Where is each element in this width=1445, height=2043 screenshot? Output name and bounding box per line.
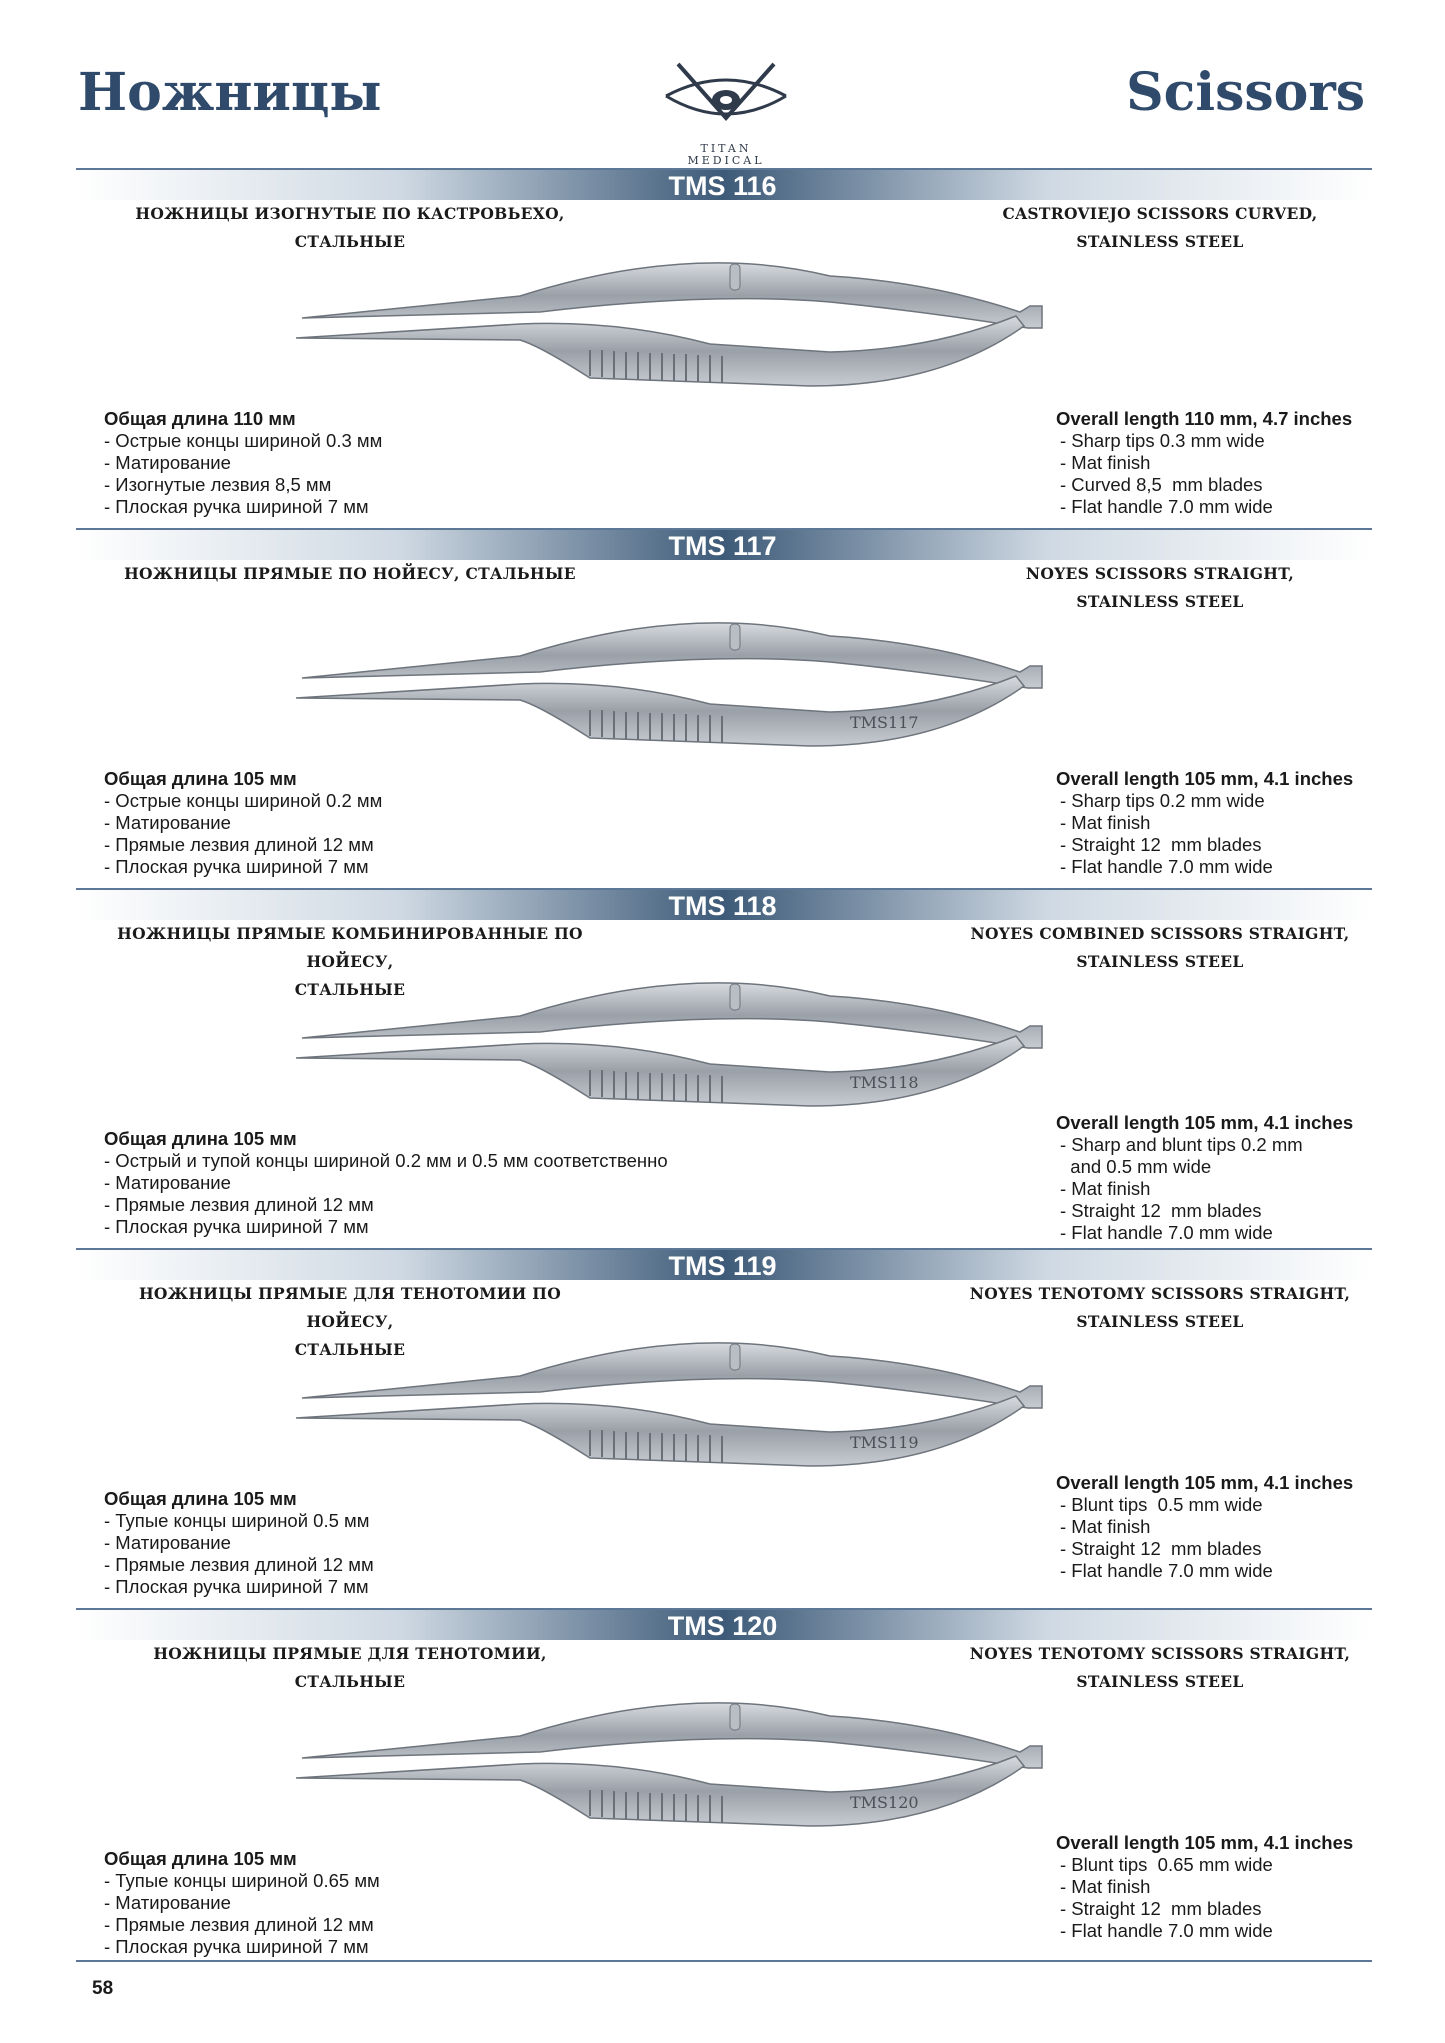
specs-en-item: - Straight 12 mm blades (1060, 834, 1262, 855)
product-section (0, 888, 1445, 1250)
specs-ru-item: - Плоская ручка шириной 7 мм (104, 856, 369, 877)
bottom-rule (76, 1960, 1372, 1962)
specs-en (1056, 1112, 1353, 1244)
specs-en (1056, 768, 1353, 878)
product-name-en-line: STAINLESS STEEL (1076, 592, 1244, 611)
product-name-ru-line: НОЖНИЦЫ ПРЯМЫЕ ДЛЯ ТЕНОТОМИИ ПО НОЙЕСУ, (138, 1284, 562, 1331)
specs-en-item: - Sharp tips 0.2 mm wide (1060, 790, 1265, 811)
specs-ru-item: - Матирование (104, 452, 231, 473)
product-code: TMS 120 (667, 1611, 778, 1641)
product-name-ru-line: НОЖНИЦЫ ПРЯМЫЕ КОМБИНИРОВАННЫЕ ПО НОЙЕСУ, (117, 924, 583, 971)
specs-en-item: - Sharp tips 0.3 mm wide (1060, 430, 1265, 451)
specs-en (1056, 1832, 1353, 1942)
product-name-en-line: STAINLESS STEEL (1076, 1672, 1244, 1691)
specs-en-item: - Flat handle 7.0 mm wide (1060, 1560, 1273, 1581)
product-code: TMS 116 (668, 171, 777, 201)
specs-ru-item: - Прямые лезвия длиной 12 мм (104, 1194, 374, 1215)
specs-en-length: Overall length 105 mm, 4.1 inches (1056, 1472, 1354, 1493)
specs-ru (104, 1488, 374, 1598)
titan-logo-icon (658, 58, 794, 142)
specs-en-item: - Mat finish (1060, 1876, 1151, 1897)
product-name-en-line: STAINLESS STEEL (1076, 1312, 1244, 1331)
specs-en-item: - Mat finish (1060, 812, 1151, 833)
specs-en-list (1056, 1494, 1353, 1582)
page-number: 58 (92, 1978, 114, 1999)
specs-ru-length: Общая длина 110 мм (104, 408, 296, 429)
titan-medical-logo (658, 58, 794, 166)
specs-en-item: - Mat finish (1060, 452, 1151, 473)
page-title-ru: Ножницы (78, 62, 382, 123)
specs-ru (104, 1128, 668, 1238)
specs-en-item: and 0.5 mm wide (1060, 1156, 1212, 1177)
specs-ru-item: - Прямые лезвия длиной 12 мм (104, 1914, 374, 1935)
specs-ru-item: - Прямые лезвия длиной 12 мм (104, 1554, 374, 1575)
specs-en-length: Overall length 105 mm, 4.1 inches (1056, 1112, 1354, 1133)
specs-ru (104, 408, 382, 518)
product-section (0, 528, 1445, 890)
scissors-image (290, 1686, 1110, 1836)
specs-ru-item: - Острые концы шириной 0.3 мм (104, 430, 383, 451)
specs-ru (104, 1848, 380, 1958)
specs-en-length: Overall length 105 mm, 4.1 inches (1056, 1832, 1354, 1853)
scissors-image (290, 246, 1110, 396)
page-title-en: Scissors (1126, 62, 1365, 123)
svg-text:TMS120: TMS120 (850, 1793, 919, 1812)
svg-text:TMS118: TMS118 (850, 1073, 919, 1092)
product-name-ru-line: СТАЛЬНЫЕ (294, 232, 406, 251)
specs-ru-list (104, 1510, 374, 1598)
product-code: TMS 118 (668, 891, 777, 921)
specs-ru-item: - Матирование (104, 1172, 231, 1193)
specs-ru-item: - Плоская ручка шириной 7 мм (104, 1216, 369, 1237)
product-code: TMS 117 (668, 531, 777, 561)
product-code: TMS 119 (668, 1251, 777, 1281)
specs-ru-length: Общая длина 105 мм (104, 1488, 297, 1509)
specs-en-item: - Flat handle 7.0 mm wide (1060, 856, 1273, 877)
specs-en-item: - Flat handle 7.0 mm wide (1060, 1920, 1273, 1941)
product-name-ru-line: НОЖНИЦЫ ИЗОГНУТЫЕ ПО КАСТРОВЬЕХО, (135, 204, 565, 223)
product-name-en-line: CASTROVIEJO SCISSORS CURVED, (1002, 204, 1318, 223)
logo-text-titan: TITAN (700, 142, 752, 155)
specs-ru-item: - Прямые лезвия длиной 12 мм (104, 834, 374, 855)
specs-ru-list (104, 430, 382, 518)
specs-ru-item: - Тупые концы шириной 0.65 мм (104, 1870, 380, 1891)
specs-ru-item: - Матирование (104, 1892, 231, 1913)
specs-en (1056, 408, 1352, 518)
specs-en-list (1056, 790, 1353, 878)
product-name-ru-line: НОЖНИЦЫ ПРЯМЫЕ ДЛЯ ТЕНОТОМИИ, СТАЛЬНЫЕ (153, 1644, 547, 1691)
product-name-en-line: STAINLESS STEEL (1076, 232, 1244, 251)
product-name-ru-line: НОЖНИЦЫ ПРЯМЫЕ ПО НОЙЕСУ, СТАЛЬНЫЕ (124, 564, 576, 583)
specs-ru-item: - Матирование (104, 1532, 231, 1553)
specs-en-item: - Curved 8,5 mm blades (1060, 474, 1263, 495)
specs-en-item: - Blunt tips 0.65 mm wide (1060, 1854, 1273, 1875)
scissors-image (290, 606, 1110, 756)
specs-ru-item: - Острый и тупой концы шириной 0.2 мм и 0.5 мм соответственно (104, 1150, 668, 1171)
scissors-image (290, 966, 1110, 1116)
specs-en (1056, 1472, 1353, 1582)
specs-ru-item: - Плоская ручка шириной 7 мм (104, 1936, 369, 1957)
scissors-image (290, 1326, 1110, 1476)
product-section (0, 1248, 1445, 1610)
product-name-en-line: STAINLESS STEEL (1076, 952, 1244, 971)
specs-ru-item: - Тупые концы шириной 0.5 мм (104, 1510, 370, 1531)
specs-en-item: - Straight 12 mm blades (1060, 1898, 1262, 1919)
logo-text-medical: MEDICAL (687, 154, 765, 167)
product-name-en-line: NOYES COMBINED SCISSORS STRAIGHT, (970, 924, 1350, 943)
specs-en-item: - Blunt tips 0.5 mm wide (1060, 1494, 1263, 1515)
specs-ru (104, 768, 382, 878)
svg-text:TMS119: TMS119 (850, 1433, 919, 1452)
specs-en-list (1056, 430, 1352, 518)
specs-ru-length: Общая длина 105 мм (104, 768, 297, 789)
specs-en-item: - Flat handle 7.0 mm wide (1060, 496, 1273, 517)
specs-en-item: - Sharp and blunt tips 0.2 mm (1060, 1134, 1303, 1155)
product-name-en-line: NOYES TENOTOMY SCISSORS STRAIGHT, (969, 1644, 1351, 1663)
specs-en-list (1056, 1854, 1353, 1942)
specs-en-length: Overall length 105 mm, 4.1 inches (1056, 768, 1354, 789)
specs-ru-item: - Матирование (104, 812, 231, 833)
specs-ru-item: - Изогнутые лезвия 8,5 мм (104, 474, 332, 495)
specs-en-item: - Flat handle 7.0 mm wide (1060, 1222, 1273, 1243)
product-name-ru-line: СТАЛЬНЫЕ (294, 1340, 406, 1359)
specs-en-item: - Straight 12 mm blades (1060, 1538, 1262, 1559)
product-name-ru (100, 560, 600, 588)
specs-ru-item: - Плоская ручка шириной 7 мм (104, 496, 369, 517)
svg-text:TMS117: TMS117 (850, 713, 919, 732)
product-section (0, 168, 1445, 530)
product-name-en-line: NOYES TENOTOMY SCISSORS STRAIGHT, (969, 1284, 1351, 1303)
product-section (0, 1608, 1445, 1970)
specs-ru-list (104, 1870, 380, 1958)
specs-ru-length: Общая длина 105 мм (104, 1128, 297, 1149)
specs-ru-list (104, 790, 382, 878)
specs-en-item: - Mat finish (1060, 1178, 1151, 1199)
specs-en-item: - Straight 12 mm blades (1060, 1200, 1262, 1221)
specs-en-list (1056, 1134, 1353, 1244)
specs-en-length: Overall length 110 mm, 4.7 inches (1056, 408, 1353, 429)
specs-ru-length: Общая длина 105 мм (104, 1848, 297, 1869)
specs-en-item: - Mat finish (1060, 1516, 1151, 1537)
product-name-en-line: NOYES SCISSORS STRAIGHT, (1025, 564, 1295, 583)
specs-ru-item: - Плоская ручка шириной 7 мм (104, 1576, 369, 1597)
specs-ru-list (104, 1150, 668, 1238)
product-name-ru-line: СТАЛЬНЫЕ (294, 980, 406, 999)
specs-ru-item: - Острые концы шириной 0.2 мм (104, 790, 383, 811)
